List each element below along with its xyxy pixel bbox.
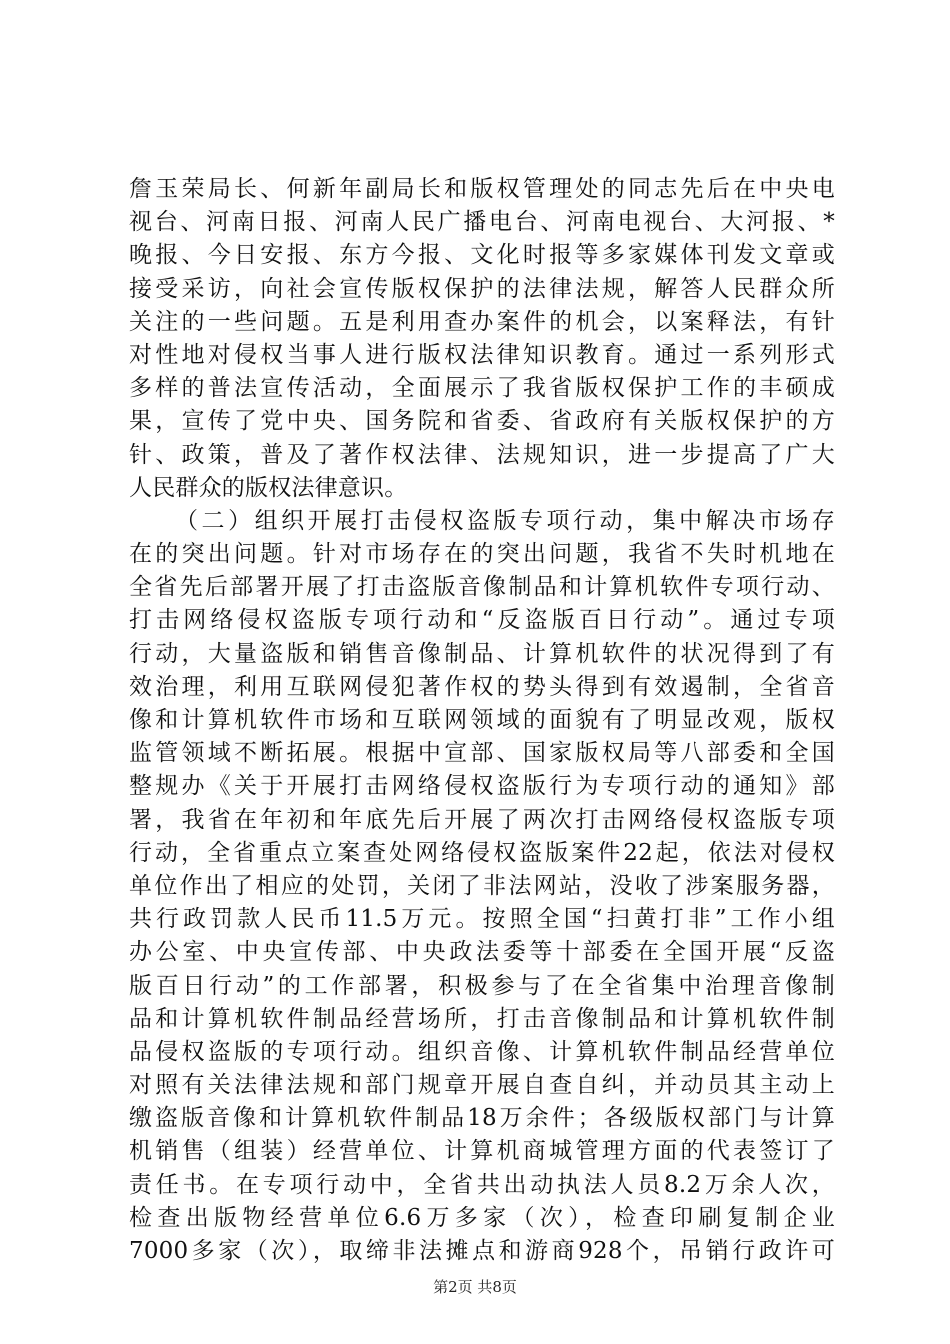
text-line: 对性地对侵权当事人进行版权法律知识教育。通过一系列形式 xyxy=(129,341,835,368)
text-line: 办公室、中央宣传部、中央政法委等十部委在全国开展“反盗 xyxy=(129,939,835,966)
page-number: 第2页 共8页 xyxy=(433,1278,517,1296)
text-line: 果，宣传了党中央、国务院和省委、省政府有关版权保护的方 xyxy=(129,408,835,435)
text-line: 署，我省在年初和年底先后开展了两次打击网络侵权盗版专项 xyxy=(129,806,835,833)
text-line: 共行政罚款人民币11.5万元。按照全国“扫黄打非”工作小组 xyxy=(129,906,835,933)
text-line: 全省先后部署开展了打击盗版音像制品和计算机软件专项行动、 xyxy=(129,574,835,601)
text-line: 责任书。在专项行动中，全省共出动执法人员8.2万余人次， xyxy=(129,1171,835,1198)
text-line: 整规办《关于开展打击网络侵权盗版行为专项行动的通知》部 xyxy=(129,773,835,800)
text-line: 詹玉荣局长、何新年副局长和版权管理处的同志先后在中央电 xyxy=(129,176,835,202)
text-line: 像和计算机软件市场和互联网领域的面貌有了明显改观，版权 xyxy=(129,707,835,733)
text-line: 品侵权盗版的专项行动。组织音像、计算机软件制品经营单位 xyxy=(129,1038,835,1065)
text-line: 关注的一些问题。五是利用查办案件的机会，以案释法，有针 xyxy=(129,308,835,335)
text-line: 机销售（组装）经营单位、计算机商城管理方面的代表签订了 xyxy=(129,1138,835,1165)
text-line: 版百日行动”的工作部署，积极参与了在全省集中治理音像制 xyxy=(129,972,835,999)
page-footer xyxy=(0,1277,950,1297)
text-line: 效治理，利用互联网侵犯著作权的势头得到有效遏制，全省音 xyxy=(129,673,835,700)
paragraph-2 xyxy=(129,505,835,1268)
text-line: 单位作出了相应的处罚，关闭了非法网站，没收了涉案服务器， xyxy=(129,872,835,899)
text-line: 针、政策，普及了著作权法律、法规知识，进一步提高了广大 xyxy=(129,441,835,468)
text-line: 对照有关法律法规和部门规章开展自查自纠，并动员其主动上 xyxy=(129,1072,835,1099)
text-line: 检查出版物经营单位6.6万多家（次），检查印刷复制企业 xyxy=(129,1204,835,1231)
text-line: 晚报、今日安报、东方今报、文化时报等多家媒体刊发文章或 xyxy=(129,242,835,269)
text-line: 行动，全省重点立案查处网络侵权盗版案件22起，依法对侵权 xyxy=(129,839,835,866)
text-line: 品和计算机软件制品经营场所，打击音像制品和计算机软件制 xyxy=(129,1005,835,1032)
text-line: 监管领域不断拓展。根据中宣部、国家版权局等八部委和全国 xyxy=(129,740,835,767)
text-line: 7000多家（次），取缔非法摊点和游商928个，吊销行政许可 xyxy=(129,1238,835,1264)
text-line: （二）组织开展打击侵权盗版专项行动，集中解决市场存 xyxy=(175,507,835,534)
text-line: 缴盗版音像和计算机软件制品18万余件；各级版权部门与计算 xyxy=(129,1105,835,1132)
text-line: 行动，大量盗版和销售音像制品、计算机软件的状况得到了有 xyxy=(129,640,835,667)
document-body xyxy=(129,173,835,1268)
text-line: 接受采访，向社会宣传版权保护的法律法规，解答人民群众所 xyxy=(129,275,835,302)
text-line: 人民群众的版权法律意识。 xyxy=(129,474,408,501)
paragraph-1 xyxy=(129,173,835,505)
text-line: 多样的普法宣传活动，全面展示了我省版权保护工作的丰硕成 xyxy=(129,375,835,402)
text-line: 在的突出问题。针对市场存在的突出问题，我省不失时机地在 xyxy=(129,541,835,568)
text-line: 打击网络侵权盗版专项行动和“反盗版百日行动”。通过专项 xyxy=(129,607,835,634)
text-line: 视台、河南日报、河南人民广播电台、河南电视台、大河报、* xyxy=(129,209,835,236)
